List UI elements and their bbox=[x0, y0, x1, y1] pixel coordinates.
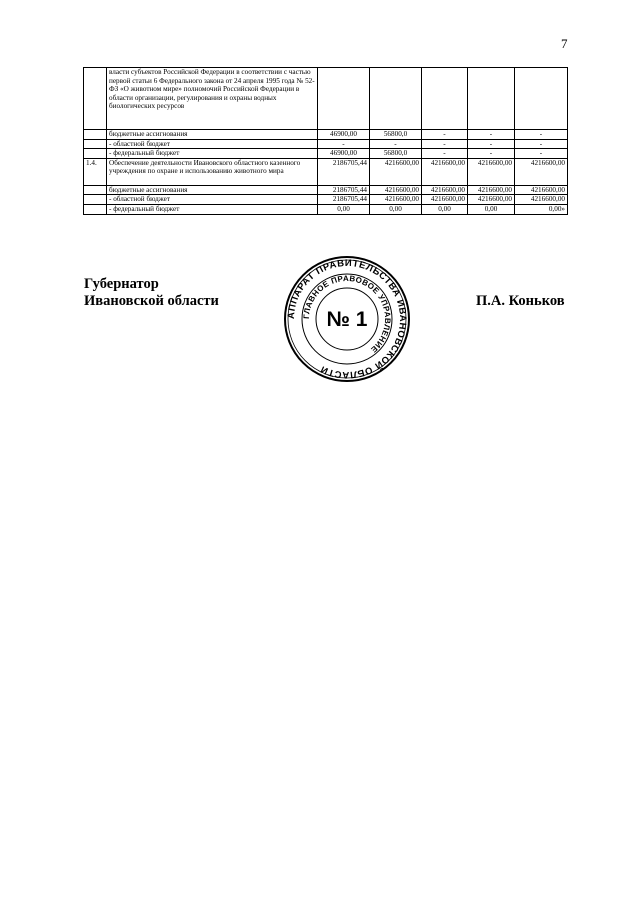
table-row bbox=[84, 204, 568, 214]
page-number: 7 bbox=[561, 36, 568, 51]
row-number-cell bbox=[84, 139, 107, 149]
governor-title-line1: Губернатор bbox=[84, 276, 159, 292]
value-cell: 2186705,44 bbox=[318, 158, 370, 185]
row-number-cell bbox=[84, 130, 107, 140]
value-cell: 4216600,00 bbox=[422, 185, 468, 195]
value-cell: 46900,00 bbox=[318, 149, 370, 159]
stamp-outer-text: АППАРАТ ПРАВИТЕЛЬСТВА ИВАНОВСКОЙ ОБЛАСТИ bbox=[285, 257, 409, 381]
value-cell: 2186705,44 bbox=[318, 195, 370, 205]
value-cell: - bbox=[318, 139, 370, 149]
official-stamp-icon bbox=[283, 255, 411, 383]
value-cell bbox=[370, 68, 422, 130]
value-cell: 4216600,00 bbox=[515, 195, 568, 205]
row-description-cell: - областной бюджет bbox=[107, 139, 318, 149]
row-description-cell: бюджетные ассигнования bbox=[107, 185, 318, 195]
value-cell: 4216600,00 bbox=[370, 195, 422, 205]
value-cell: 4216600,00 bbox=[422, 195, 468, 205]
row-description-cell: власти субъектов Российской Федерации в соответствии с частью первой статьи 6 Федерального закона от 24 апреля 1995 года № 52-ФЗ «О животном мире» полномочий Российской Федерации в области организации, регулирования и охраны водных биологических ресурсов bbox=[107, 68, 318, 130]
table-row bbox=[84, 149, 568, 159]
row-description-cell: Обеспечение деятельности Ивановского областного казенного учреждения по охране и использованию животного мира bbox=[107, 158, 318, 185]
stamp-center-text: № 1 bbox=[326, 308, 368, 331]
value-cell bbox=[318, 68, 370, 130]
value-cell: - bbox=[515, 130, 568, 140]
table-row bbox=[84, 68, 568, 130]
value-cell bbox=[422, 68, 468, 130]
governor-name: П.А. Коньков bbox=[476, 293, 565, 309]
value-cell: 4216600,00 bbox=[468, 158, 515, 185]
value-cell: 2186705,44 bbox=[318, 185, 370, 195]
value-cell: 0,00» bbox=[515, 204, 568, 214]
value-cell: 4216600,00 bbox=[468, 195, 515, 205]
value-cell: 4216600,00 bbox=[515, 158, 568, 185]
governor-title bbox=[84, 276, 219, 310]
value-cell: 0,00 bbox=[318, 204, 370, 214]
value-cell: 56800,0 bbox=[370, 130, 422, 140]
value-cell: 0,00 bbox=[468, 204, 515, 214]
table-row bbox=[84, 185, 568, 195]
value-cell bbox=[468, 68, 515, 130]
value-cell: 4216600,00 bbox=[370, 158, 422, 185]
row-description-cell: - областной бюджет bbox=[107, 195, 318, 205]
value-cell: 46900,00 bbox=[318, 130, 370, 140]
row-number-cell bbox=[84, 195, 107, 205]
row-number-cell bbox=[84, 68, 107, 130]
value-cell: 56800,0 bbox=[370, 149, 422, 159]
budget-table bbox=[83, 67, 568, 215]
value-cell: - bbox=[515, 139, 568, 149]
table-row bbox=[84, 130, 568, 140]
row-description-cell: - федеральный бюджет bbox=[107, 204, 318, 214]
value-cell: 0,00 bbox=[422, 204, 468, 214]
table-row bbox=[84, 139, 568, 149]
row-number-cell bbox=[84, 204, 107, 214]
value-cell: - bbox=[468, 139, 515, 149]
stamp-inner-text: ГЛАВНОЕ ПРАВОВОЕ УПРАВЛЕНИЕ bbox=[301, 273, 393, 355]
value-cell: - bbox=[422, 130, 468, 140]
value-cell: - bbox=[422, 139, 468, 149]
value-cell: - bbox=[468, 130, 515, 140]
value-cell: 4216600,00 bbox=[515, 185, 568, 195]
value-cell: 0,00 bbox=[370, 204, 422, 214]
value-cell bbox=[515, 68, 568, 130]
value-cell: 4216600,00 bbox=[422, 158, 468, 185]
row-number-cell: 1.4. bbox=[84, 158, 107, 185]
governor-title-line2: Ивановской области bbox=[84, 293, 219, 309]
value-cell: - bbox=[370, 139, 422, 149]
table-row bbox=[84, 195, 568, 205]
table-row bbox=[84, 158, 568, 185]
value-cell: - bbox=[515, 149, 568, 159]
value-cell: - bbox=[468, 149, 515, 159]
row-description-cell: бюджетные ассигнования bbox=[107, 130, 318, 140]
row-number-cell bbox=[84, 149, 107, 159]
row-description-cell: - федеральный бюджет bbox=[107, 149, 318, 159]
value-cell: 4216600,00 bbox=[468, 185, 515, 195]
value-cell: - bbox=[422, 149, 468, 159]
row-number-cell bbox=[84, 185, 107, 195]
value-cell: 4216600,00 bbox=[370, 185, 422, 195]
